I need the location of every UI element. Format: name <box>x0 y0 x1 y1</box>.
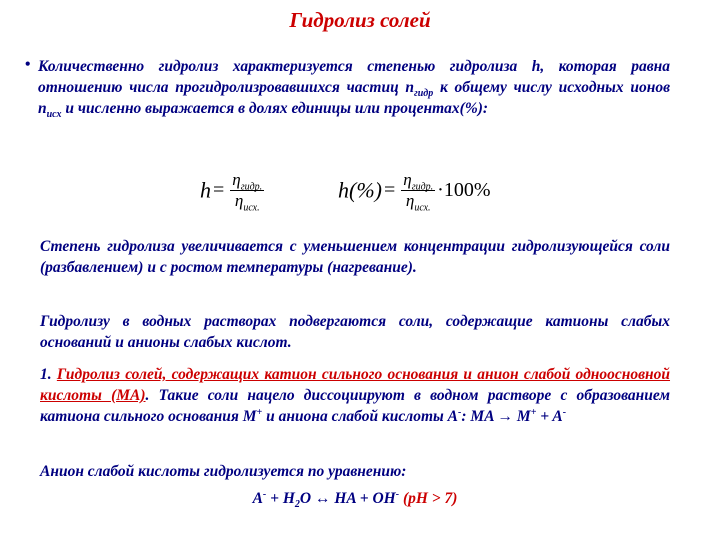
paragraph-hydrolysis-factors: Степень гидролиза увеличивается с уменьшением концентрации гидролизующейся соли (разбавлением) и с ростом температуры (нагревание). <box>40 238 670 276</box>
formula-hydrolysis-degree: h = $\frac{\eta_{гидр.}}{\eta_{исх.}}$ <box>200 170 263 214</box>
paragraph-salt-type-1: 1. Гидролиз солей, содержащих катион сильного основания и анион слабой одноосновной кислоты (MA). Такие соли нацело диссоциируют в водном растворе с образованием катиона сильного основания M+ и аниона слабой кислоты A-: MA → M+ + A- <box>40 366 671 425</box>
paragraph-anion-hydrolysis: Анион слабой кислоты гидролизуется по уравнению: <box>40 463 407 480</box>
paragraph-hydrolyzing-salts: Гидролизу в водных растворах подвергаются соли, содержащие катионы слабых оснований и анионы слабых кислот. <box>40 313 670 351</box>
slide-title: Гидролиз солей <box>289 8 431 32</box>
hydrolysis-equation: $A^- + H_2O$ ↔ HA + OH- (pH > 7) <box>252 488 458 511</box>
section-heading: Гидролиз солей, содержащих катион сильного основания и анион слабой одноосновной кислоты (MA) <box>40 366 671 404</box>
bullet: • <box>25 56 31 73</box>
formula-hydrolysis-percent: h(%) = $\frac{\eta_{гидр.}}{\eta_{исх.}}$ ·100% <box>338 170 491 214</box>
intro-paragraph: Количественно гидролиз характеризуется степенью гидролиза h, которая равна отношению числа прогидролизровавшихся частиц $n_{гидр}$ к общему числу исходных ионов $n_{исх}$ и численно выражается в долях единицы или процентах(%): <box>38 58 670 121</box>
